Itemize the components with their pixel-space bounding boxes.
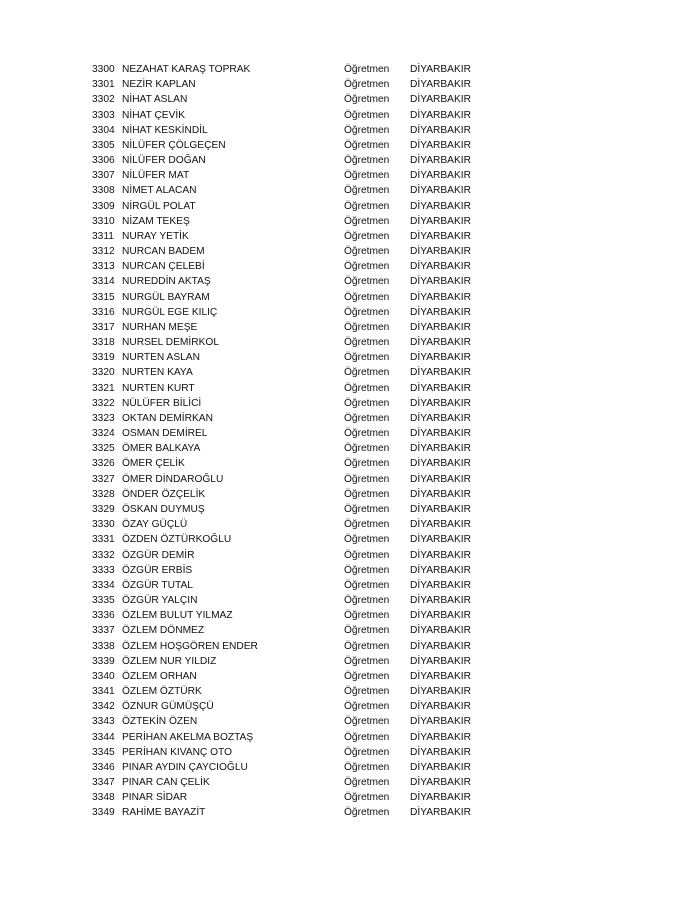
row-number: 3304 xyxy=(92,124,115,136)
row-number: 3314 xyxy=(92,276,115,288)
person-name: ÖMER BALKAYA xyxy=(122,443,201,455)
list-item xyxy=(92,350,512,365)
list-item xyxy=(92,593,512,608)
list-item xyxy=(92,290,512,305)
person-name: RAHİME BAYAZİT xyxy=(122,807,206,819)
person-role: Öğretmen xyxy=(344,701,390,713)
teacher-list xyxy=(92,62,512,821)
person-name: NURCAN ÇELEBİ xyxy=(122,261,205,273)
list-item xyxy=(92,365,512,380)
person-role: Öğretmen xyxy=(344,549,390,561)
person-name: PERİHAN AKELMA BOZTAŞ xyxy=(122,731,254,743)
person-role: Öğretmen xyxy=(344,731,390,743)
list-item xyxy=(92,335,512,350)
row-number: 3306 xyxy=(92,155,115,167)
person-city: DİYARBAKIR xyxy=(410,337,471,349)
list-item xyxy=(92,123,512,138)
person-city: DİYARBAKIR xyxy=(410,321,471,333)
person-city: DİYARBAKIR xyxy=(410,200,471,212)
row-number: 3346 xyxy=(92,761,115,773)
person-role: Öğretmen xyxy=(344,337,390,349)
person-city: DİYARBAKIR xyxy=(410,352,471,364)
row-number: 3321 xyxy=(92,382,115,394)
row-number: 3301 xyxy=(92,79,115,91)
row-number: 3315 xyxy=(92,291,115,303)
person-name: ÖMER DİNDAROĞLU xyxy=(122,473,224,485)
person-name: ÖZLEM NUR YILDIZ xyxy=(122,655,217,667)
person-role: Öğretmen xyxy=(344,595,390,607)
person-name: NİHAT ÇEVİK xyxy=(122,109,186,121)
list-item xyxy=(92,229,512,244)
row-number: 3318 xyxy=(92,337,115,349)
row-number: 3344 xyxy=(92,731,115,743)
person-name: ÖZLEM HOŞGÖREN ENDER xyxy=(122,640,258,652)
list-item xyxy=(92,790,512,805)
row-number: 3337 xyxy=(92,625,115,637)
person-name: NİHAT ASLAN xyxy=(122,94,188,106)
person-city: DİYARBAKIR xyxy=(410,807,471,819)
person-name: ÖZGÜR ERBİS xyxy=(122,564,193,576)
person-city: DİYARBAKIR xyxy=(410,473,471,485)
row-number: 3329 xyxy=(92,503,115,515)
person-name: NURGÜL BAYRAM xyxy=(122,291,210,303)
list-item xyxy=(92,274,512,289)
person-role: Öğretmen xyxy=(344,761,390,773)
person-role: Öğretmen xyxy=(344,412,390,424)
person-role: Öğretmen xyxy=(344,443,390,455)
list-item xyxy=(92,563,512,578)
person-name: ÖZGÜR TUTAL xyxy=(122,579,193,591)
list-item xyxy=(92,699,512,714)
list-item xyxy=(92,775,512,790)
person-city: DİYARBAKIR xyxy=(410,564,471,576)
list-item xyxy=(92,138,512,153)
list-item xyxy=(92,153,512,168)
person-city: DİYARBAKIR xyxy=(410,731,471,743)
row-number: 3311 xyxy=(92,230,114,242)
person-city: DİYARBAKIR xyxy=(410,701,471,713)
row-number: 3325 xyxy=(92,443,115,455)
list-item xyxy=(92,608,512,623)
person-role: Öğretmen xyxy=(344,579,390,591)
row-number: 3317 xyxy=(92,321,115,333)
row-number: 3323 xyxy=(92,412,115,424)
person-name: ÖNDER ÖZÇELİK xyxy=(122,488,206,500)
row-number: 3348 xyxy=(92,792,115,804)
list-item xyxy=(92,730,512,745)
row-number: 3308 xyxy=(92,185,115,197)
list-item xyxy=(92,214,512,229)
person-name: NUREDDİN AKTAŞ xyxy=(122,276,211,288)
row-number: 3324 xyxy=(92,428,115,440)
list-item xyxy=(92,92,512,107)
person-name: PINAR SİDAR xyxy=(122,792,188,804)
person-city: DİYARBAKIR xyxy=(410,94,471,106)
list-item xyxy=(92,532,512,547)
row-number: 3332 xyxy=(92,549,115,561)
row-number: 3336 xyxy=(92,610,115,622)
person-role: Öğretmen xyxy=(344,321,390,333)
person-name: NURTEN KAYA xyxy=(122,367,193,379)
row-number: 3338 xyxy=(92,640,115,652)
list-item xyxy=(92,441,512,456)
person-city: DİYARBAKIR xyxy=(410,746,471,758)
person-city: DİYARBAKIR xyxy=(410,367,471,379)
person-city: DİYARBAKIR xyxy=(410,155,471,167)
list-item xyxy=(92,183,512,198)
person-name: ÖZLEM BULUT YILMAZ xyxy=(122,610,233,622)
person-name: NURTEN KURT xyxy=(122,382,195,394)
row-number: 3328 xyxy=(92,488,115,500)
row-number: 3319 xyxy=(92,352,115,364)
person-city: DİYARBAKIR xyxy=(410,777,471,789)
person-name: ÖSKAN DUYMUŞ xyxy=(122,503,205,515)
row-number: 3333 xyxy=(92,564,115,576)
row-number: 3322 xyxy=(92,397,115,409)
person-city: DİYARBAKIR xyxy=(410,503,471,515)
person-city: DİYARBAKIR xyxy=(410,291,471,303)
row-number: 3305 xyxy=(92,139,115,151)
person-role: Öğretmen xyxy=(344,807,390,819)
person-role: Öğretmen xyxy=(344,473,390,485)
list-item xyxy=(92,745,512,760)
person-role: Öğretmen xyxy=(344,625,390,637)
list-item xyxy=(92,456,512,471)
row-number: 3349 xyxy=(92,807,115,819)
person-city: DİYARBAKIR xyxy=(410,716,471,728)
person-role: Öğretmen xyxy=(344,746,390,758)
row-number: 3340 xyxy=(92,670,115,682)
person-role: Öğretmen xyxy=(344,261,390,273)
person-name: ÖZGÜR DEMİR xyxy=(122,549,195,561)
person-role: Öğretmen xyxy=(344,519,390,531)
person-name: ÖZGÜR YALÇIN xyxy=(122,595,198,607)
person-city: DİYARBAKIR xyxy=(410,382,471,394)
row-number: 3339 xyxy=(92,655,115,667)
person-role: Öğretmen xyxy=(344,155,390,167)
person-city: DİYARBAKIR xyxy=(410,306,471,318)
person-name: NEZİR KAPLAN xyxy=(122,79,196,91)
person-name: NİLÜFER DOĞAN xyxy=(122,155,206,167)
list-item xyxy=(92,639,512,654)
list-item xyxy=(92,654,512,669)
list-item xyxy=(92,305,512,320)
person-role: Öğretmen xyxy=(344,670,390,682)
row-number: 3335 xyxy=(92,595,115,607)
person-name: NURAY YETİK xyxy=(122,230,189,242)
person-city: DİYARBAKIR xyxy=(410,397,471,409)
list-item xyxy=(92,108,512,123)
person-role: Öğretmen xyxy=(344,488,390,500)
list-item xyxy=(92,517,512,532)
row-number: 3342 xyxy=(92,701,115,713)
list-item xyxy=(92,244,512,259)
person-role: Öğretmen xyxy=(344,382,390,394)
person-city: DİYARBAKIR xyxy=(410,458,471,470)
person-city: DİYARBAKIR xyxy=(410,124,471,136)
row-number: 3303 xyxy=(92,109,115,121)
person-city: DİYARBAKIR xyxy=(410,579,471,591)
list-item xyxy=(92,684,512,699)
person-role: Öğretmen xyxy=(344,246,390,258)
list-item xyxy=(92,259,512,274)
person-name: NURTEN ASLAN xyxy=(122,352,200,364)
list-item xyxy=(92,472,512,487)
row-number: 3343 xyxy=(92,716,115,728)
person-city: DİYARBAKIR xyxy=(410,595,471,607)
person-role: Öğretmen xyxy=(344,564,390,576)
person-city: DİYARBAKIR xyxy=(410,79,471,91)
person-role: Öğretmen xyxy=(344,306,390,318)
person-role: Öğretmen xyxy=(344,215,390,227)
person-city: DİYARBAKIR xyxy=(410,170,471,182)
row-number: 3320 xyxy=(92,367,115,379)
person-role: Öğretmen xyxy=(344,170,390,182)
person-name: NİLÜFER ÇÖLGEÇEN xyxy=(122,139,226,151)
list-item xyxy=(92,77,512,92)
person-name: PERİHAN KIVANÇ OTO xyxy=(122,746,233,758)
list-item xyxy=(92,487,512,502)
row-number: 3316 xyxy=(92,306,115,318)
person-name: ÖZLEM ÖZTÜRK xyxy=(122,686,202,698)
person-city: DİYARBAKIR xyxy=(410,625,471,637)
person-city: DİYARBAKIR xyxy=(410,428,471,440)
person-role: Öğretmen xyxy=(344,367,390,379)
row-number: 3347 xyxy=(92,777,115,789)
person-name: ÖZTEKİN ÖZEN xyxy=(122,716,198,728)
row-number: 3307 xyxy=(92,170,115,182)
person-name: OSMAN DEMİREL xyxy=(122,428,208,440)
person-role: Öğretmen xyxy=(344,428,390,440)
person-name: ÖZLEM DÖNMEZ xyxy=(122,625,205,637)
person-role: Öğretmen xyxy=(344,792,390,804)
person-city: DİYARBAKIR xyxy=(410,761,471,773)
person-name: PINAR AYDIN ÇAYCIOĞLU xyxy=(122,761,248,773)
list-item xyxy=(92,548,512,563)
person-city: DİYARBAKIR xyxy=(410,230,471,242)
person-name: ÖZDEN ÖZTÜRKOĞLU xyxy=(122,534,232,546)
person-name: OKTAN DEMİRKAN xyxy=(122,412,213,424)
person-role: Öğretmen xyxy=(344,458,390,470)
list-item xyxy=(92,411,512,426)
person-role: Öğretmen xyxy=(344,109,390,121)
person-role: Öğretmen xyxy=(344,124,390,136)
person-city: DİYARBAKIR xyxy=(410,670,471,682)
person-city: DİYARBAKIR xyxy=(410,640,471,652)
person-name: ÖZLEM ORHAN xyxy=(122,670,197,682)
row-number: 3327 xyxy=(92,473,115,485)
person-name: NURSEL DEMİRKOL xyxy=(122,337,219,349)
person-role: Öğretmen xyxy=(344,655,390,667)
person-city: DİYARBAKIR xyxy=(410,443,471,455)
person-name: NİMET ALACAN xyxy=(122,185,197,197)
person-role: Öğretmen xyxy=(344,610,390,622)
person-role: Öğretmen xyxy=(344,94,390,106)
person-name: NİHAT KESKİNDİL xyxy=(122,124,208,136)
person-city: DİYARBAKIR xyxy=(410,109,471,121)
person-name: NİLÜFER MAT xyxy=(122,170,190,182)
person-name: NURHAN MEŞE xyxy=(122,321,198,333)
person-name: NİRGÜL POLAT xyxy=(122,200,196,212)
person-name: NÜLÜFER BİLİCİ xyxy=(122,397,202,409)
person-role: Öğretmen xyxy=(344,139,390,151)
person-name: NURCAN BADEM xyxy=(122,246,205,258)
person-role: Öğretmen xyxy=(344,185,390,197)
person-role: Öğretmen xyxy=(344,534,390,546)
list-item xyxy=(92,760,512,775)
person-city: DİYARBAKIR xyxy=(410,139,471,151)
person-name: ÖZNUR GÜMÜŞÇÜ xyxy=(122,701,214,713)
person-city: DİYARBAKIR xyxy=(410,412,471,424)
list-item xyxy=(92,714,512,729)
person-name: PINAR CAN ÇELİK xyxy=(122,777,210,789)
person-city: DİYARBAKIR xyxy=(410,488,471,500)
person-city: DİYARBAKIR xyxy=(410,655,471,667)
person-city: DİYARBAKIR xyxy=(410,246,471,258)
row-number: 3330 xyxy=(92,519,115,531)
list-item xyxy=(92,396,512,411)
person-city: DİYARBAKIR xyxy=(410,519,471,531)
person-city: DİYARBAKIR xyxy=(410,792,471,804)
row-number: 3326 xyxy=(92,458,115,470)
list-item xyxy=(92,320,512,335)
list-item xyxy=(92,62,512,77)
person-city: DİYARBAKIR xyxy=(410,215,471,227)
row-number: 3341 xyxy=(92,686,115,698)
person-name: ÖZAY GÜÇLÜ xyxy=(122,519,188,531)
person-role: Öğretmen xyxy=(344,230,390,242)
person-role: Öğretmen xyxy=(344,503,390,515)
person-name: NEZAHAT KARAŞ TOPRAK xyxy=(122,64,251,75)
list-item xyxy=(92,426,512,441)
row-number: 3309 xyxy=(92,200,115,212)
row-number: 3345 xyxy=(92,746,115,758)
list-item xyxy=(92,168,512,183)
person-role: Öğretmen xyxy=(344,640,390,652)
list-item xyxy=(92,623,512,638)
person-role: Öğretmen xyxy=(344,291,390,303)
person-role: Öğretmen xyxy=(344,79,390,91)
person-city: DİYARBAKIR xyxy=(410,686,471,698)
person-role: Öğretmen xyxy=(344,276,390,288)
list-item xyxy=(92,199,512,214)
row-number: 3300 xyxy=(92,64,115,75)
person-name: ÖMER ÇELİK xyxy=(122,458,185,470)
person-name: NİZAM TEKEŞ xyxy=(122,215,190,227)
list-item xyxy=(92,578,512,593)
person-name: NURGÜL EGE KILIÇ xyxy=(122,306,218,318)
row-number: 3331 xyxy=(92,534,115,546)
person-role: Öğretmen xyxy=(344,686,390,698)
person-city: DİYARBAKIR xyxy=(410,549,471,561)
list-item xyxy=(92,381,512,396)
person-role: Öğretmen xyxy=(344,64,390,75)
person-role: Öğretmen xyxy=(344,352,390,364)
person-city: DİYARBAKIR xyxy=(410,276,471,288)
row-number: 3313 xyxy=(92,261,115,273)
person-role: Öğretmen xyxy=(344,200,390,212)
person-city: DİYARBAKIR xyxy=(410,610,471,622)
row-number: 3334 xyxy=(92,579,115,591)
list-item xyxy=(92,669,512,684)
list-item xyxy=(92,502,512,517)
row-number: 3310 xyxy=(92,215,115,227)
row-number: 3302 xyxy=(92,94,115,106)
person-city: DİYARBAKIR xyxy=(410,64,471,75)
person-role: Öğretmen xyxy=(344,777,390,789)
person-city: DİYARBAKIR xyxy=(410,534,471,546)
person-role: Öğretmen xyxy=(344,397,390,409)
person-city: DİYARBAKIR xyxy=(410,185,471,197)
person-city: DİYARBAKIR xyxy=(410,261,471,273)
list-item xyxy=(92,805,512,820)
row-number: 3312 xyxy=(92,246,115,258)
person-role: Öğretmen xyxy=(344,716,390,728)
